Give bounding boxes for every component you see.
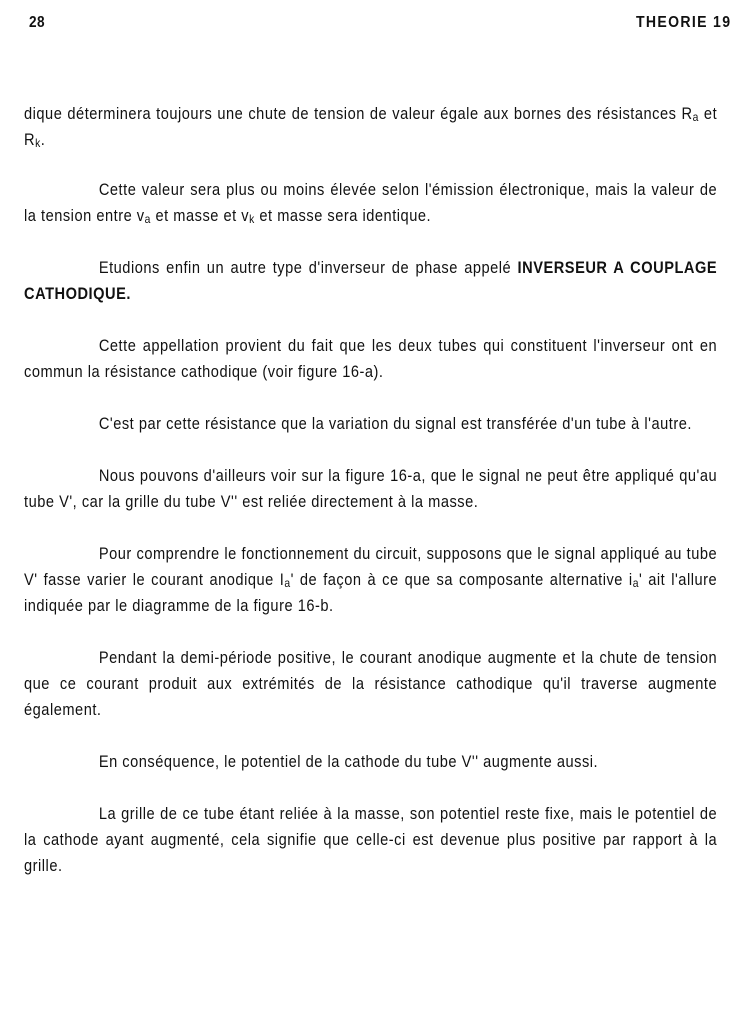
paragraph: Etudions enfin un autre type d'inverseur de phase appelé INVERSEUR A COUPLAGE CATHODIQUE.	[24, 258, 718, 303]
paragraph: En conséquence, le potentiel de la cathode du tube V'' augmente aussi.	[98, 752, 599, 771]
paragraph-continuation: dique déterminera toujours une chute de tension de valeur égale aux bornes des résistances $R_a$ et $R_k$.	[24, 104, 718, 150]
paragraph: Pour comprendre le fonctionnement du circuit, supposons que le signal appliqué au tube V' fasse varier le courant anodique $I_a'$ de façon à ce que sa composante alternative $i_a'$ ait l'allure indiquée par le diagramme de la figure 16-b.	[24, 544, 718, 615]
running-title: THEORIE 19	[635, 14, 731, 31]
page-number: 28	[29, 14, 45, 31]
paragraph: Pendant la demi-période positive, le courant anodique augmente et la chute de tension que ce courant produit aux extrémités de la résistance cathodique qu'il traverse augmente également.	[24, 648, 718, 719]
body-text	[24, 101, 717, 905]
emphasis-term: INVERSEUR A COUPLAGE CATHODIQUE.	[24, 258, 718, 303]
paragraph: La grille de ce tube étant reliée à la masse, son potentiel reste fixe, mais le potentiel de la cathode ayant augmenté, cela signifie que celle-ci est devenue plus positive par rapport à la grille.	[24, 804, 718, 875]
paragraph: Cette appellation provient du fait que les deux tubes qui constituent l'inverseur ont en commun la résistance cathodique (voir figure 16-a).	[24, 336, 718, 381]
paragraph: C'est par cette résistance que la variation du signal est transférée d'un tube à l'autre.	[98, 414, 692, 433]
paragraph: Cette valeur sera plus ou moins élevée selon l'émission électronique, mais la valeur de la tension entre $v_a$ et masse et $v_k$ et masse sera identique.	[24, 180, 718, 226]
page-header	[0, 8, 749, 38]
paragraph: Nous pouvons d'ailleurs voir sur la figure 16-a, que le signal ne peut être appliqué qu'au tube V', car la grille du tube V'' est reliée directement à la masse.	[24, 466, 718, 511]
